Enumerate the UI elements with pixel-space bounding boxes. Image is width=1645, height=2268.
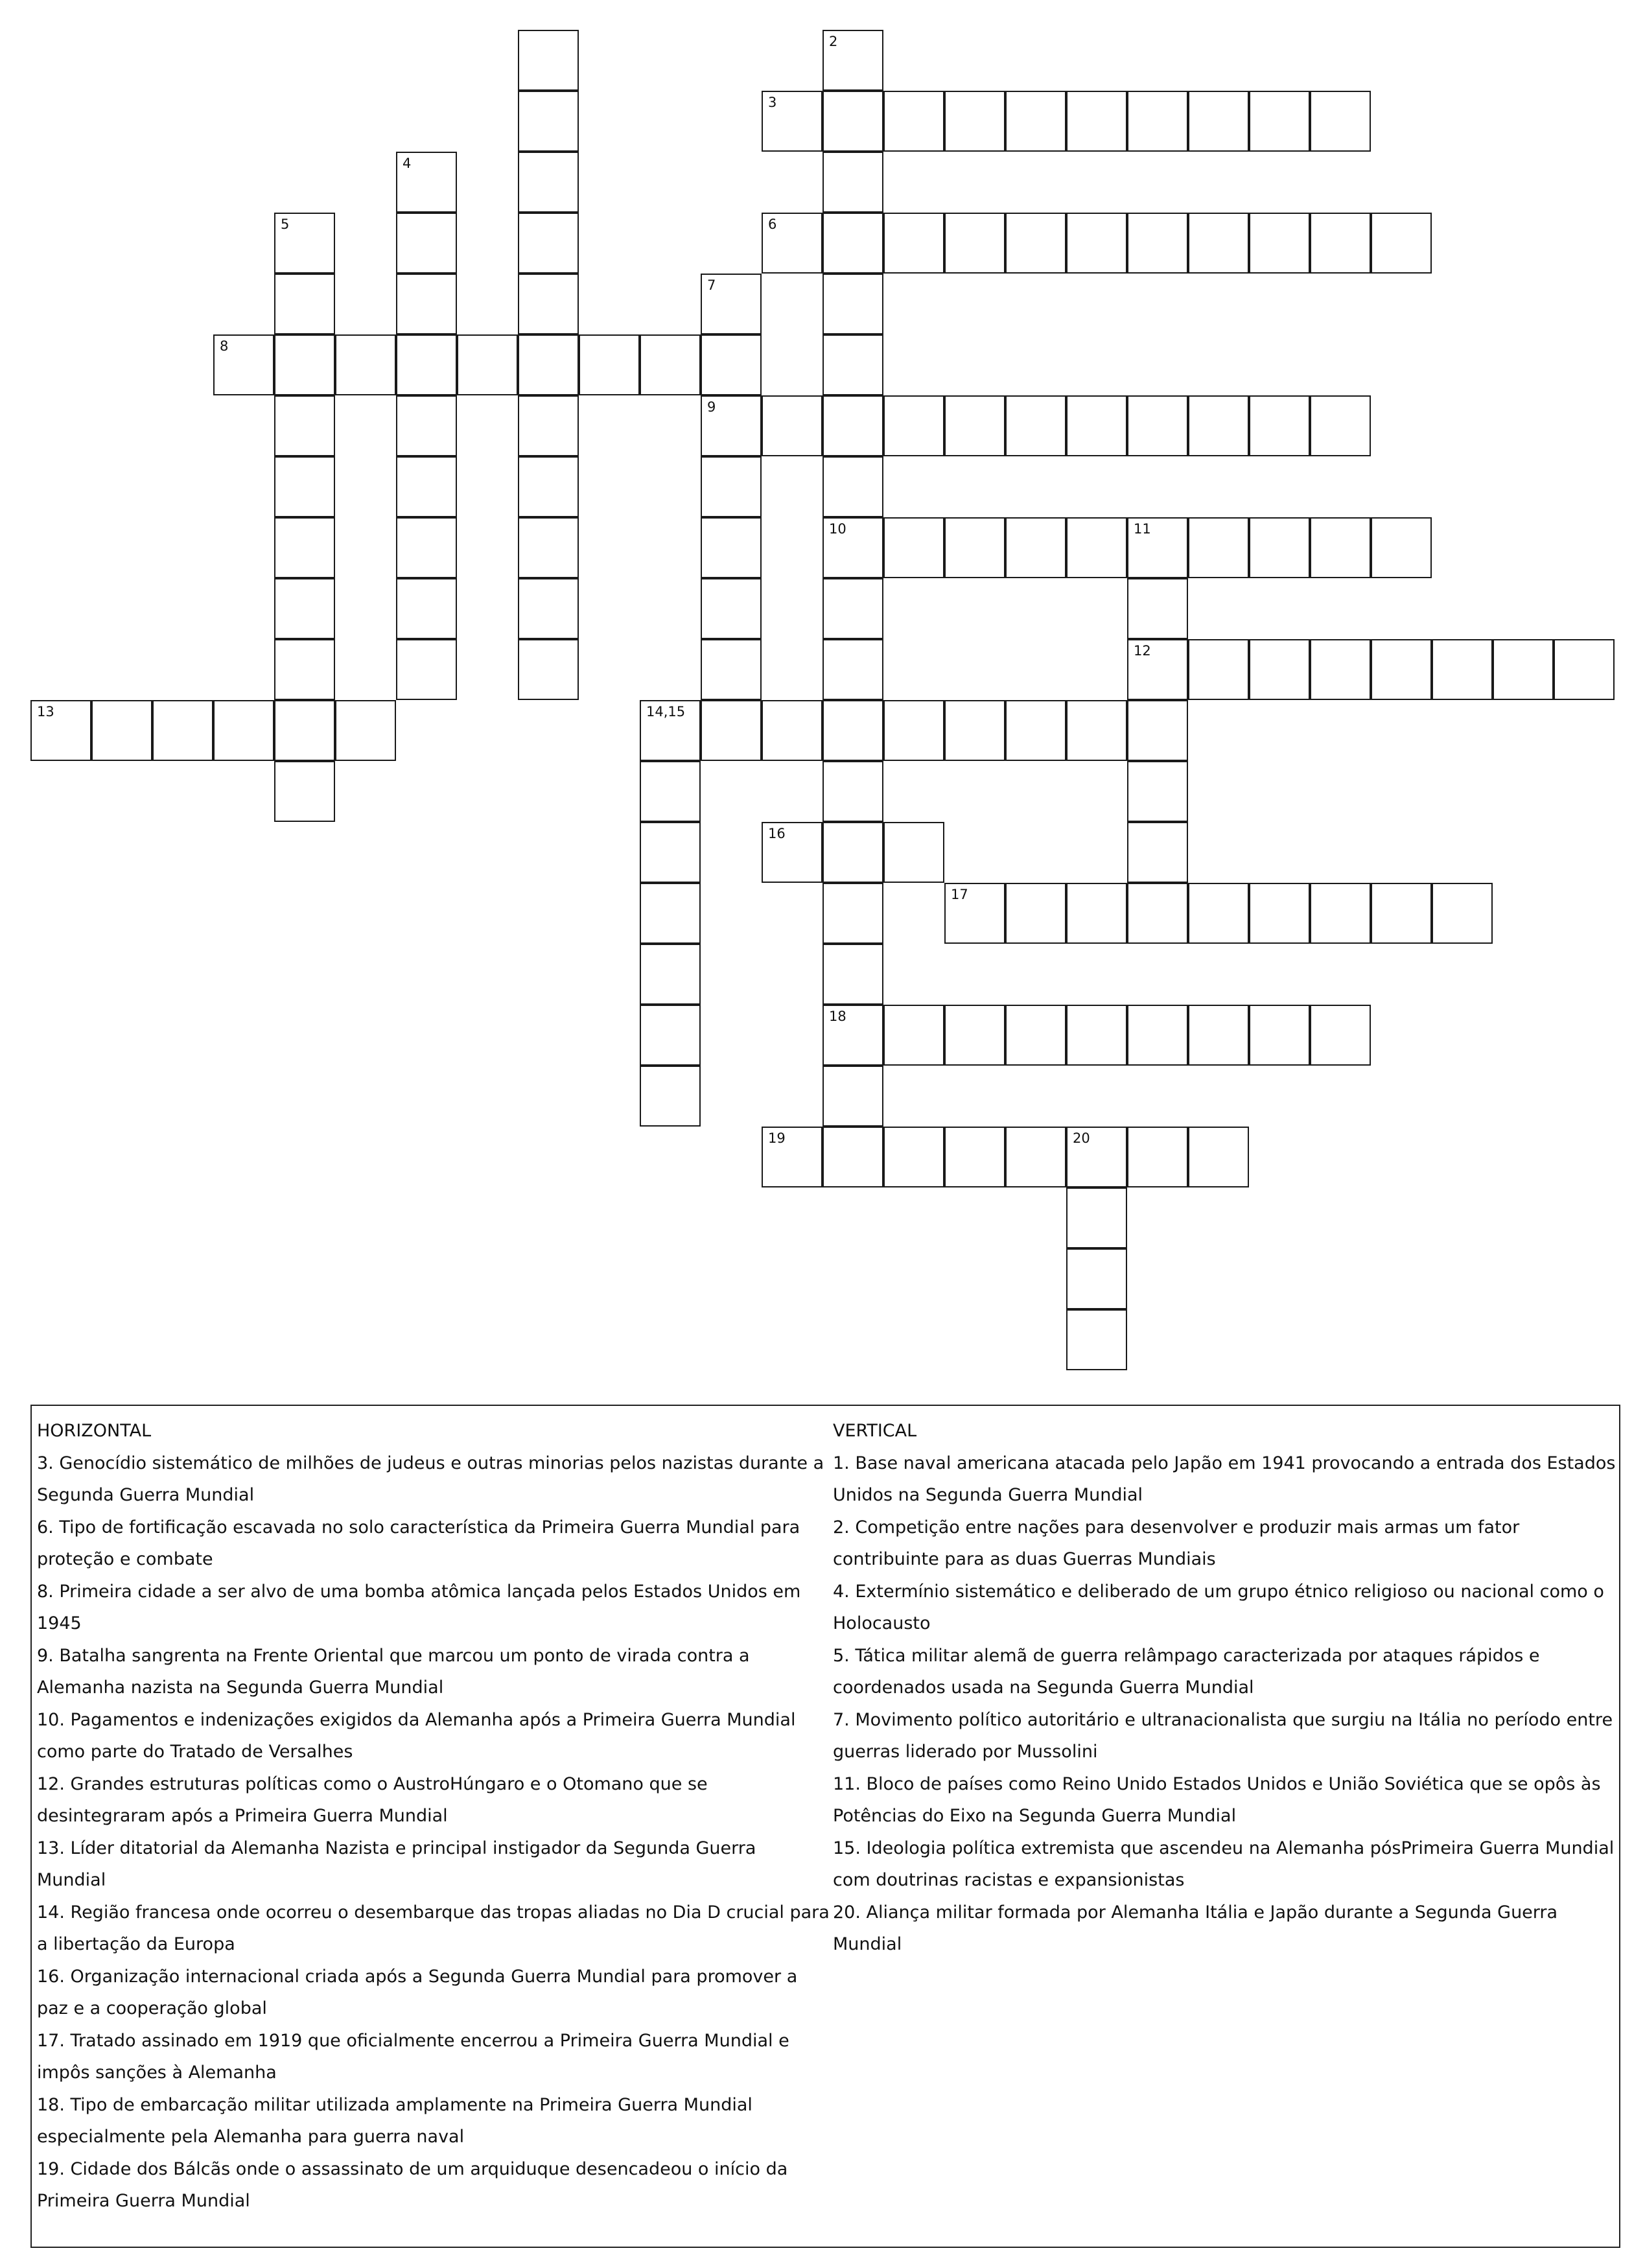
horizontal-clue-line: 10. Pagamentos e indenizações exigidos da Alemanha após a Primeira Guerra Mundial [37,1709,796,1730]
grid-cell[interactable] [1249,639,1310,700]
grid-cell[interactable] [822,274,883,334]
grid-cell[interactable] [274,700,335,761]
horizontal-clue-line: como parte do Tratado de Versalhes [37,1742,353,1762]
grid-cell[interactable] [640,822,701,883]
grid-cell[interactable] [1188,883,1249,944]
grid-cell[interactable] [1188,517,1249,578]
grid-cell[interactable] [1066,883,1127,944]
grid-cell[interactable] [335,700,396,761]
grid-cell[interactable] [883,395,944,456]
clue-number: 13 [37,704,54,719]
grid-cell[interactable] [274,213,335,274]
grid-cell[interactable] [1249,1005,1310,1066]
horizontal-clue-line: 12. Grandes estruturas políticas como o AustroHúngaro e o Otomano que se [37,1773,708,1794]
grid-cell[interactable] [883,91,944,152]
clue-number: 16 [768,826,786,841]
clue-number: 9 [707,399,716,415]
grid-cell[interactable] [1371,517,1432,578]
grid-cell[interactable] [579,334,640,395]
grid-cell[interactable] [1310,639,1371,700]
grid-cell[interactable] [883,822,944,883]
grid-cell[interactable] [274,639,335,700]
grid-cell[interactable] [822,395,883,456]
grid-cell[interactable] [518,395,579,456]
horizontal-clues [37,1415,844,2217]
grid-cell[interactable] [518,91,579,152]
vertical-clue-line: 15. Ideologia política extremista que ascendeu na Alemanha pósPrimeira Guerra Mundial [833,1838,1615,1858]
horizontal-clue-line: 19. Cidade dos Bálcãs onde o assassinato de um arquiduque desencadeou o início da [37,2158,788,2179]
grid-cell[interactable] [1005,1005,1066,1066]
grid-cell[interactable] [1127,761,1188,822]
horizontal-clue-line: 13. Líder ditatorial da Alemanha Nazista e principal instigador da Segunda Guerra [37,1838,756,1858]
vertical-clue-line: 4. Extermínio sistemático e deliberado de um grupo étnico religioso ou nacional como o [833,1581,1604,1602]
grid-cell[interactable] [518,274,579,334]
grid-cell[interactable] [396,578,457,639]
grid-cell[interactable] [1066,1248,1127,1309]
horizontal-clue-line: a libertação da Europa [37,1934,235,1954]
horizontal-clue-line: 8. Primeira cidade a ser alvo de uma bomba atômica lançada pelos Estados Unidos em [37,1581,801,1602]
grid-cell[interactable] [518,456,579,517]
vertical-clue-line: coordenados usada na Segunda Guerra Mundial [833,1678,1254,1698]
grid-cell[interactable] [1066,1005,1127,1066]
clue-number: 20 [1073,1130,1090,1146]
grid-cell[interactable] [396,274,457,334]
grid-cell[interactable] [1371,213,1432,274]
grid-cell[interactable] [1066,1127,1127,1187]
grid-cell[interactable] [1005,517,1066,578]
grid-cell[interactable] [822,700,883,761]
clue-number: 2 [829,34,838,49]
grid-cell[interactable] [822,944,883,1005]
grid-cell[interactable] [396,639,457,700]
grid-cell[interactable] [1127,578,1188,639]
vertical-clue-line: 7. Movimento político autoritário e ultranacionalista que surgiu na Itália no período entre [833,1709,1613,1730]
horizontal-clue-list [37,1447,844,2217]
grid-cell[interactable] [944,517,1005,578]
grid-cell[interactable] [1066,700,1127,761]
grid-cell[interactable] [518,152,579,213]
grid-cell[interactable] [1127,883,1188,944]
horizontal-clue-line: Mundial [37,1870,106,1890]
horizontal-clue-line: paz e a cooperação global [37,1998,267,2018]
grid-cell[interactable] [274,517,335,578]
horizontal-clue-line: impôs sanções à Alemanha [37,2063,277,2083]
horizontal-clue-line: proteção e combate [37,1549,213,1569]
grid-cell[interactable] [1188,1005,1249,1066]
grid-cell[interactable] [822,91,883,152]
grid-cell[interactable] [944,883,1005,944]
vertical-clue-line: 2. Competição entre nações para desenvolver e produzir mais armas um fator [833,1517,1520,1537]
clue-number: 11 [1134,521,1151,537]
grid-cell[interactable] [640,761,701,822]
grid-cell[interactable] [822,213,883,274]
grid-cell[interactable] [1188,213,1249,274]
grid-cell[interactable] [640,883,701,944]
grid-cell[interactable] [944,700,1005,761]
clue-number: 17 [951,887,968,902]
grid-cell[interactable] [1310,395,1371,456]
grid-cell[interactable] [274,578,335,639]
clue-number: 8 [220,338,229,354]
grid-cell[interactable] [640,944,701,1005]
grid-cell[interactable] [1127,395,1188,456]
vertical-heading: VERTICAL [833,1421,917,1441]
grid-cell[interactable] [396,395,457,456]
grid-cell[interactable] [944,1127,1005,1187]
horizontal-clue-line: 17. Tratado assinado em 1919 que oficialmente encerrou a Primeira Guerra Mundial e [37,2030,789,2051]
vertical-clue-line: Unidos na Segunda Guerra Mundial [833,1485,1143,1505]
grid-cell[interactable] [396,152,457,213]
grid-cell[interactable] [274,456,335,517]
grid-cell[interactable] [335,334,396,395]
grid-cell[interactable] [396,517,457,578]
grid-cell[interactable] [701,700,762,761]
grid-cell[interactable] [1310,517,1371,578]
grid-cell[interactable] [1310,91,1371,152]
grid-cell[interactable] [822,578,883,639]
grid-cell[interactable] [30,700,91,761]
vertical-clue-line: guerras liderado por Mussolini [833,1742,1098,1762]
grid-cell[interactable] [822,761,883,822]
grid-cell[interactable] [1310,1005,1371,1066]
grid-cell[interactable] [91,700,152,761]
grid-cell[interactable] [396,334,457,395]
horizontal-clue-line: Primeira Guerra Mundial [37,2191,250,2211]
grid-cell[interactable] [1127,91,1188,152]
grid-cell[interactable] [1249,395,1310,456]
grid-cell[interactable] [701,639,762,700]
grid-cell[interactable] [944,91,1005,152]
grid-cell[interactable] [822,30,883,91]
grid-cell[interactable] [1188,395,1249,456]
vertical-clue-line: Potências do Eixo na Segunda Guerra Mundial [833,1806,1237,1826]
grid-cell[interactable] [1066,395,1127,456]
clue-number: 18 [829,1009,846,1024]
vertical-clue-line: 11. Bloco de países como Reino Unido Estados Unidos e União Soviética que se opôs às [833,1773,1601,1794]
grid-cell[interactable] [822,1005,883,1066]
grid-cell[interactable] [701,395,762,456]
grid-cell[interactable] [822,1066,883,1127]
horizontal-heading: HORIZONTAL [37,1421,152,1441]
grid-cell[interactable] [822,883,883,944]
grid-cell[interactable] [1310,213,1371,274]
grid-cell[interactable] [762,822,822,883]
grid-cell[interactable] [518,639,579,700]
clue-number: 7 [707,277,716,293]
grid-cell[interactable] [213,334,274,395]
grid-cell[interactable] [274,274,335,334]
grid-cell[interactable] [1249,213,1310,274]
grid-cell[interactable] [640,700,701,761]
horizontal-clue-line: 3. Genocídio sistemático de milhões de judeus e outras minorias pelos nazistas durante a [37,1453,824,1473]
grid-cell[interactable] [640,1066,701,1127]
grid-cell[interactable] [701,578,762,639]
grid-cell[interactable] [1249,883,1310,944]
grid-cell[interactable] [1371,639,1432,700]
grid-cell[interactable] [701,456,762,517]
grid-cell[interactable] [274,334,335,395]
grid-cell[interactable] [701,517,762,578]
grid-cell[interactable] [822,822,883,883]
horizontal-clue-line: 6. Tipo de fortificação escavada no solo característica da Primeira Guerra Mundial para [37,1517,800,1537]
grid-cell[interactable] [396,213,457,274]
grid-cell[interactable] [1127,639,1188,700]
grid-cell[interactable] [883,517,944,578]
grid-cell[interactable] [1005,91,1066,152]
grid-cell[interactable] [1066,91,1127,152]
horizontal-clue-line: Alemanha nazista na Segunda Guerra Mundial [37,1678,444,1698]
vertical-clue-line: 20. Aliança militar formada por Alemanha Itália e Japão durante a Segunda Guerra [833,1902,1558,1923]
clue-number: 5 [281,216,290,232]
grid-cell[interactable] [1005,700,1066,761]
grid-cell[interactable] [518,578,579,639]
grid-cell[interactable] [1005,213,1066,274]
grid-cell[interactable] [822,334,883,395]
grid-cell[interactable] [883,1005,944,1066]
grid-cell[interactable] [1066,213,1127,274]
grid-cell[interactable] [1066,1309,1127,1370]
grid-cell[interactable] [1188,1127,1249,1187]
grid-cell[interactable] [762,395,822,456]
grid-cell[interactable] [518,334,579,395]
horizontal-clue-line: desintegraram após a Primeira Guerra Mundial [37,1806,448,1826]
grid-cell[interactable] [1249,517,1310,578]
vertical-clue-list [833,1447,1618,1961]
clues-box [30,1405,1620,2248]
grid-cell[interactable] [213,700,274,761]
vertical-clue-line: com doutrinas racistas e expansionistas [833,1870,1185,1890]
clue-number: 19 [768,1130,786,1146]
grid-cell[interactable] [274,395,335,456]
grid-cell[interactable] [762,700,822,761]
grid-cell[interactable] [762,213,822,274]
clue-number: 3 [768,95,777,110]
horizontal-clue-line: 18. Tipo de embarcação militar utilizada amplamente na Primeira Guerra Mundial [37,2094,752,2115]
grid-cell[interactable] [640,1005,701,1066]
clue-number: 4 [402,156,412,171]
grid-cell[interactable] [1127,822,1188,883]
clue-number: 14,15 [646,704,686,719]
grid-cell[interactable] [152,700,213,761]
grid-cell[interactable] [822,517,883,578]
grid-cell[interactable] [822,456,883,517]
grid-cell[interactable] [883,213,944,274]
vertical-clue-line: contribuinte para as duas Guerras Mundiais [833,1549,1216,1569]
vertical-clue-line: 1. Base naval americana atacada pelo Japão em 1941 provocando a entrada dos Estados [833,1453,1616,1473]
grid-cell[interactable] [1432,639,1493,700]
horizontal-clue-line: 16. Organização internacional criada após a Segunda Guerra Mundial para promover a [37,1966,798,1987]
grid-cell[interactable] [1371,883,1432,944]
horizontal-clue-line: 9. Batalha sangrenta na Frente Oriental que marcou um ponto de virada contra a [37,1645,750,1666]
grid-cell[interactable] [518,517,579,578]
grid-cell[interactable] [762,1127,822,1187]
vertical-clue-line: Holocausto [833,1613,931,1633]
grid-cell[interactable] [396,456,457,517]
grid-cell[interactable] [1310,883,1371,944]
grid-cell[interactable] [1066,1187,1127,1248]
grid-cell[interactable] [944,213,1005,274]
horizontal-clue-line: especialmente pela Alemanha para guerra naval [37,2127,465,2147]
grid-cell[interactable] [1127,517,1188,578]
grid-cell[interactable] [701,274,762,334]
grid-cell[interactable] [1005,1127,1066,1187]
grid-cell[interactable] [883,1127,944,1187]
grid-cell[interactable] [1249,91,1310,152]
grid-cell[interactable] [944,395,1005,456]
grid-cell[interactable] [1432,883,1493,944]
grid-cell[interactable] [822,152,883,213]
grid-cell[interactable] [518,30,579,91]
grid-cell[interactable] [883,700,944,761]
clue-number: 12 [1134,643,1151,659]
grid-cell[interactable] [1554,639,1615,700]
grid-cell[interactable] [1127,700,1188,761]
grid-cell[interactable] [944,1005,1005,1066]
grid-cell[interactable] [701,334,762,395]
grid-cell[interactable] [1188,91,1249,152]
clue-number: 6 [768,216,777,232]
grid-cell[interactable] [457,334,518,395]
grid-cell[interactable] [1127,1127,1188,1187]
grid-cell[interactable] [640,334,701,395]
horizontal-clue-line: 1945 [37,1613,82,1633]
horizontal-clue-line: Segunda Guerra Mundial [37,1485,255,1505]
grid-cell[interactable] [1005,395,1066,456]
clue-number: 10 [829,521,846,537]
grid-cell[interactable] [1127,1005,1188,1066]
horizontal-clue-line: 14. Região francesa onde ocorreu o desembarque das tropas aliadas no Dia D crucial para [37,1902,830,1923]
grid-cell[interactable] [274,761,335,822]
grid-cell[interactable] [762,91,822,152]
grid-cell[interactable] [822,639,883,700]
grid-cell[interactable] [1127,213,1188,274]
grid-cell[interactable] [1188,639,1249,700]
grid-cell[interactable] [518,213,579,274]
grid-cell[interactable] [822,1127,883,1187]
grid-cell[interactable] [1005,883,1066,944]
grid-cell[interactable] [1066,517,1127,578]
vertical-clues [833,1415,1618,1961]
grid-cell[interactable] [1493,639,1554,700]
vertical-clue-line: 5. Tática militar alemã de guerra relâmpago caracterizada por ataques rápidos e [833,1645,1540,1666]
vertical-clue-line: Mundial [833,1934,902,1954]
